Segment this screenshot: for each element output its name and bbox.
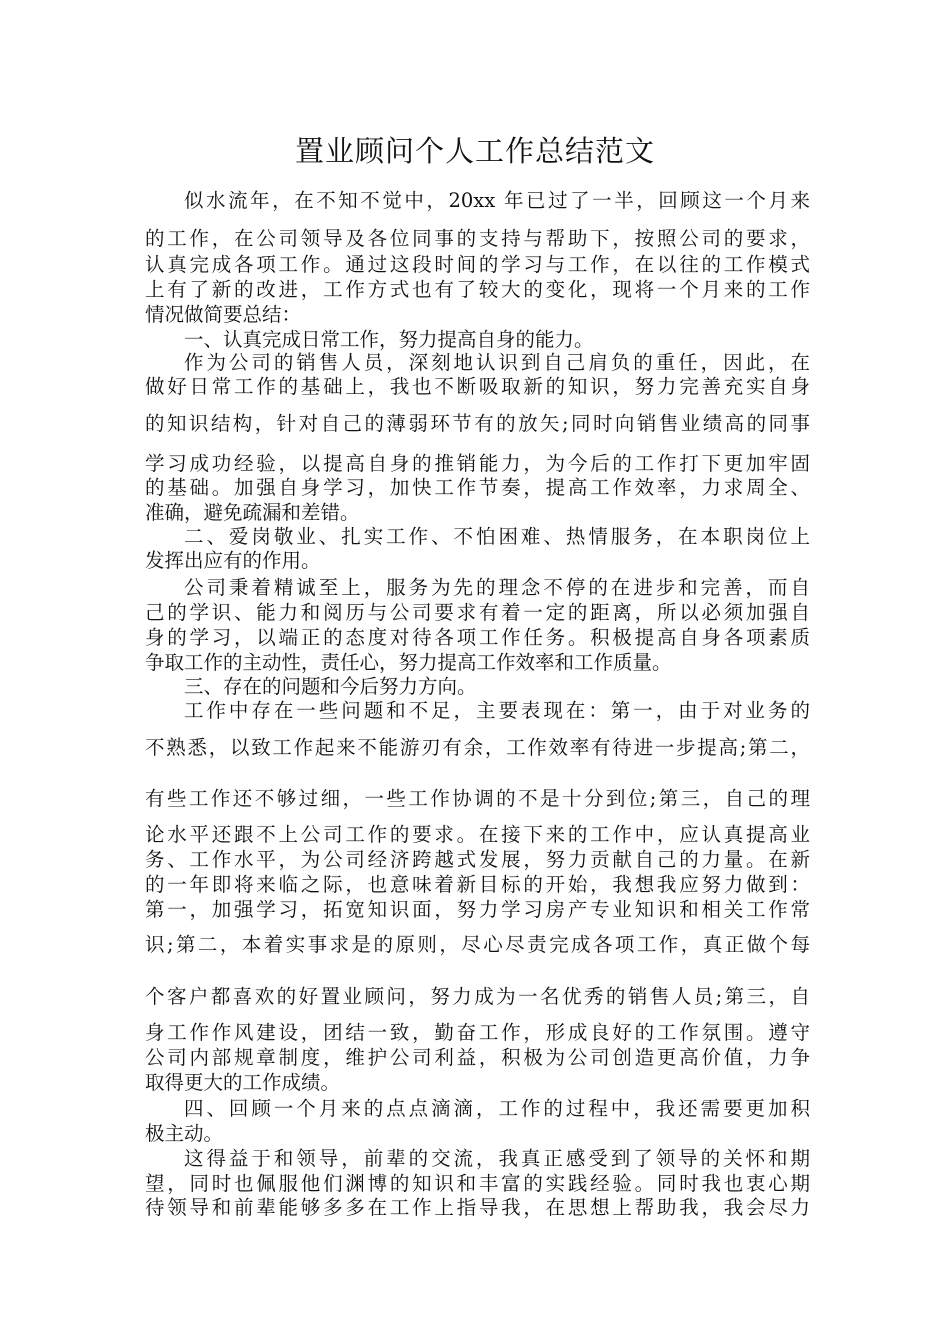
text-line: 工作中存在一些问题和不足，主要表现在：第一，由于对业务的 bbox=[184, 699, 810, 722]
text-line: 有些工作还不够过细，一些工作协调的不是十分到位;第三，自己的理 bbox=[145, 787, 810, 810]
text-line: 作为公司的销售人员，深刻地认识到自己肩负的重任，因此，在 bbox=[184, 351, 810, 374]
document-title: 置业顾问个人工作总结范文 bbox=[294, 134, 655, 168]
text-line: 待领导和前辈能够多多在工作上指导我，在思想上帮助我，我会尽力 bbox=[145, 1196, 810, 1219]
text-line: 二、爱岗敬业、扎实工作、不怕困难、热情服务，在本职岗位上 bbox=[184, 525, 810, 548]
text-line: 一、认真完成日常工作，努力提高自身的能力。 bbox=[184, 328, 594, 351]
text-line: 的知识结构，针对自己的薄弱环节有的放矢;同时向销售业绩高的同事 bbox=[145, 412, 810, 435]
text-line: 己的学识、能力和阅历与公司要求有着一定的距离，所以必须加强自 bbox=[145, 601, 810, 624]
text-line: 个客户都喜欢的好置业顾问，努力成为一名优秀的销售人员;第三，自 bbox=[145, 985, 810, 1008]
text-line: 做好日常工作的基础上，我也不断吸取新的知识，努力完善充实自身 bbox=[145, 375, 810, 398]
text-line: 身工作作风建设，团结一致，勤奋工作，形成良好的工作氛围。遵守 bbox=[145, 1021, 810, 1044]
text-line: 第一，加强学习，拓宽知识面，努力学习房产专业知识和相关工作常 bbox=[145, 898, 810, 921]
text-line: 学习成功经验，以提高自身的推销能力，为今后的工作打下更加牢固 bbox=[145, 452, 810, 475]
text-line: 上有了新的改进，工作方式也有了较大的变化，现将一个月来的工作 bbox=[145, 278, 810, 301]
text-line: 的基础。加强自身学习，加快工作节奏，提高工作效率，力求周全、 bbox=[145, 476, 810, 499]
text-line: 不熟悉，以致工作起来不能游刃有余，工作效率有待进一步提高;第二， bbox=[145, 736, 810, 759]
text-line: 这得益于和领导，前辈的交流，我真正感受到了领导的关怀和期 bbox=[184, 1147, 810, 1170]
text-line: 发挥出应有的作用。 bbox=[145, 549, 321, 572]
text-line: 三、存在的问题和今后努力方向。 bbox=[184, 675, 477, 698]
text-line: 公司内部规章制度，维护公司利益，积极为公司创造更高价值，力争 bbox=[145, 1046, 810, 1069]
text-line: 争取工作的主动性，责任心，努力提高工作效率和工作质量。 bbox=[145, 651, 672, 674]
text-line: 望，同时也佩服他们渊博的知识和丰富的实践经验。同时我也衷心期 bbox=[145, 1172, 810, 1195]
text-line: 公司秉着精诚至上，服务为先的理念不停的在进步和完善，而自 bbox=[184, 576, 810, 599]
text-line: 识;第二，本着实事求是的原则，尽心尽责完成各项工作，真正做个每 bbox=[145, 933, 810, 956]
text-line: 四、回顾一个月来的点点滴滴，工作的过程中，我还需要更加积 bbox=[184, 1097, 810, 1120]
text-line: 取得更大的工作成绩。 bbox=[145, 1071, 341, 1094]
text-line: 准确，避免疏漏和差错。 bbox=[145, 501, 360, 524]
text-line: 似水流年，在不知不觉中，20xx 年已过了一半，回顾这一个月来 bbox=[184, 189, 810, 212]
text-line: 务、工作水平，为公司经济跨越式发展，努力贡献自己的力量。在新 bbox=[145, 848, 810, 871]
text-line: 论水平还跟不上公司工作的要求。在接下来的工作中，应认真提高业 bbox=[145, 823, 810, 846]
text-line: 情况做简要总结： bbox=[145, 303, 302, 326]
text-line: 认真完成各项工作。通过这段时间的学习与工作，在以往的工作模式 bbox=[145, 253, 810, 276]
text-line: 身的学习，以端正的态度对待各项工作任务。积极提高自身各项素质 bbox=[145, 626, 810, 649]
text-line: 极主动。 bbox=[145, 1122, 224, 1145]
text-line: 的工作，在公司领导及各位同事的支持与帮助下，按照公司的要求， bbox=[145, 227, 810, 250]
text-line: 的一年即将来临之际，也意味着新目标的开始，我想我应努力做到： bbox=[145, 873, 810, 896]
